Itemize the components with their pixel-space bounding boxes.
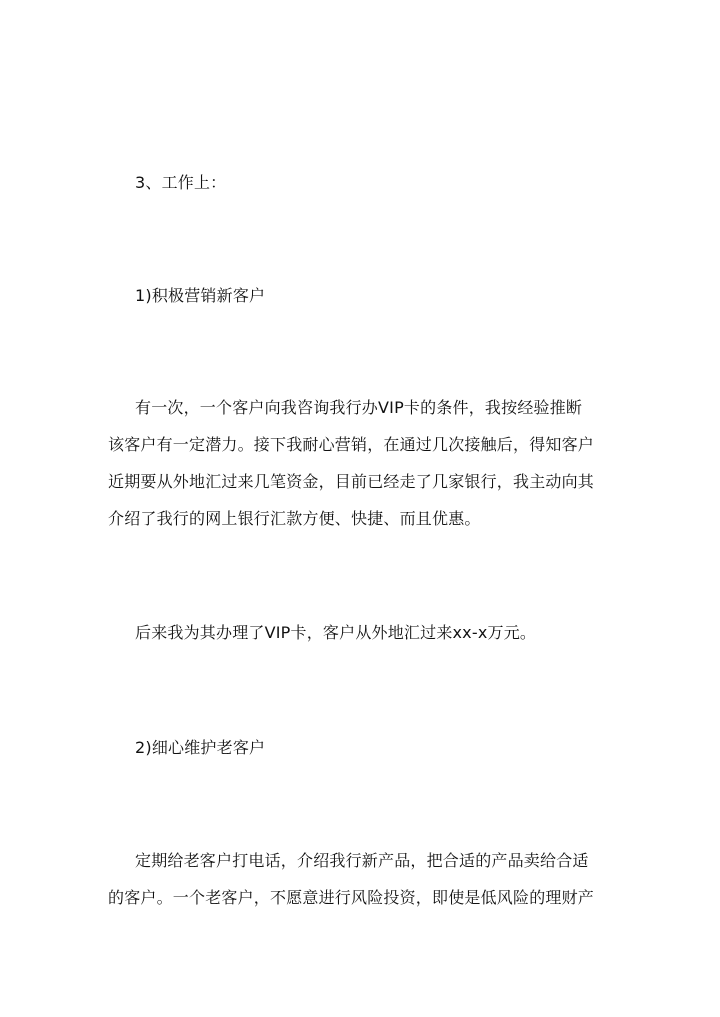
paragraph-line: 后来我为其办理了VIP卡，客户从外地汇过来xx-x万元。 <box>135 623 537 642</box>
subsection-heading-old-clients: 2)细心维护老客户 <box>135 738 266 757</box>
paragraph-line: 介绍了我行的网上银行汇款方便、快捷、而且优惠。 <box>108 509 481 528</box>
paragraph-line: 该客户有一定潜力。接下我耐心营销，在通过几次接触后，得知客户 <box>108 435 595 454</box>
paragraph-line: 定期给老客户打电话，介绍我行新产品，把合适的产品卖给合适 <box>135 851 589 870</box>
section-heading: 3、工作上： <box>135 173 227 192</box>
paragraph-line: 近期要从外地汇过来几笔资金，目前已经走了几家银行，我主动向其 <box>108 472 595 491</box>
paragraph-line: 有一次，一个客户向我咨询我行办VIP卡的条件，我按经验推断 <box>135 398 583 417</box>
subsection-heading-new-clients: 1)积极营销新客户 <box>135 286 266 305</box>
paragraph-line: 的客户。一个老客户，不愿意进行风险投资，即使是低风险的理财产 <box>108 888 595 907</box>
